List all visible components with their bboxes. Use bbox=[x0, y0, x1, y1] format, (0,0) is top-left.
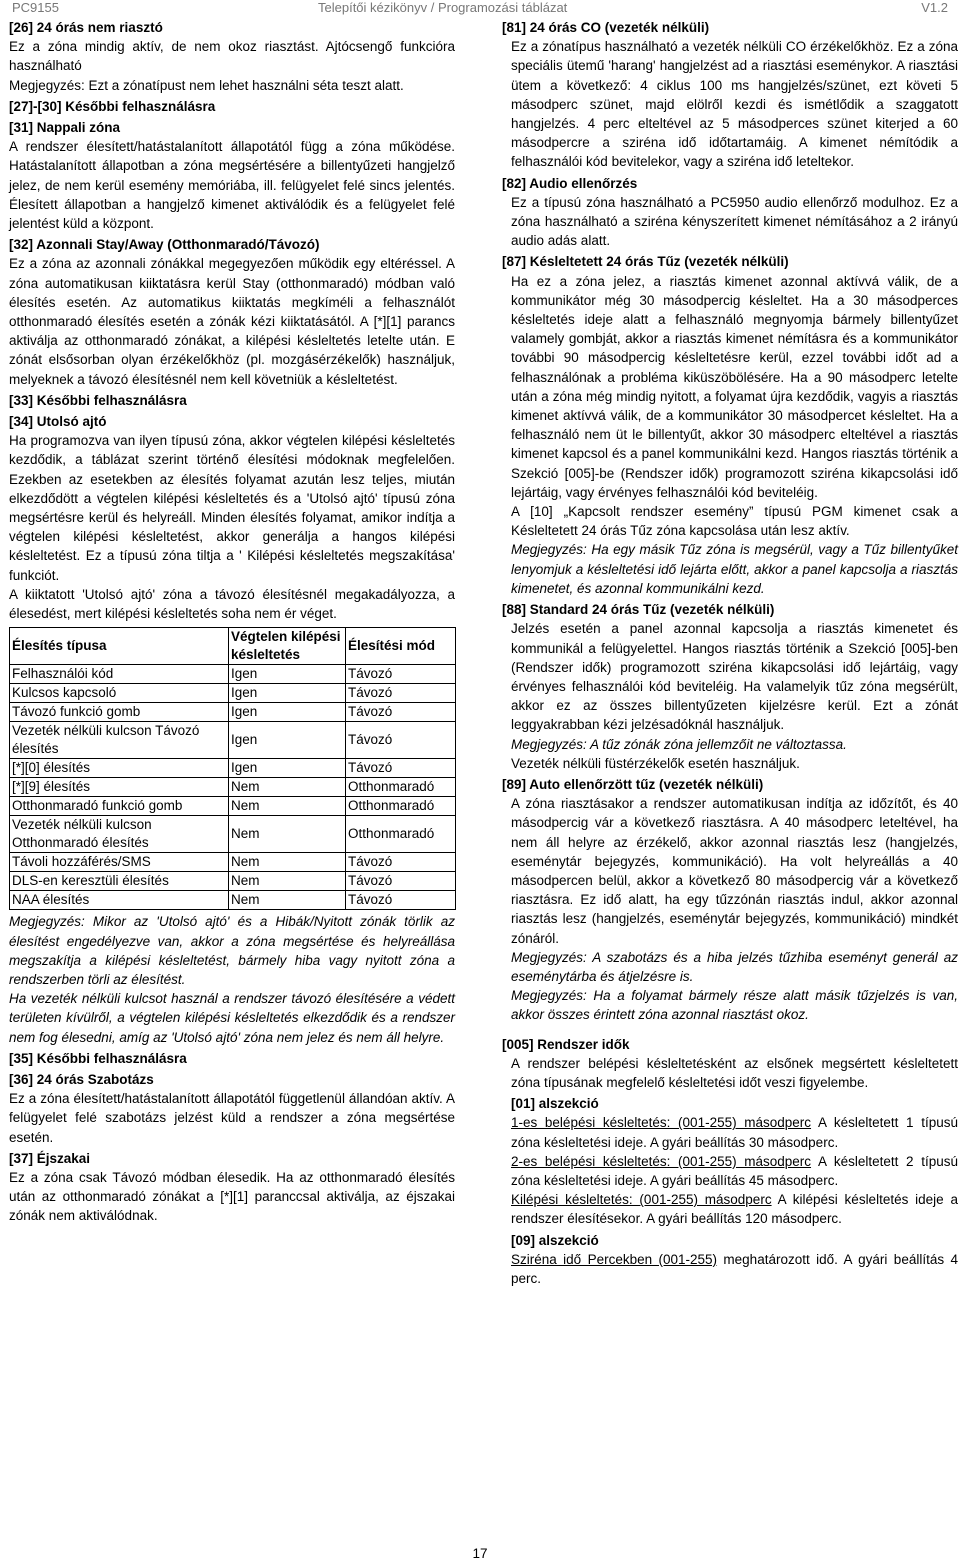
item-label: Kilépési késleltetés: (001-255) másodperc bbox=[511, 1192, 772, 1208]
table-row bbox=[10, 816, 456, 853]
header-version: V1.2 bbox=[921, 0, 948, 15]
paragraph: Ez a zónatípus használható a vezeték nélküli CO érzékelőkhöz. Ez a zóna speciális ütemű 'harang' hangjelzést ad a riasztási eseménykor. A riasztási ütem a következő: 4 ciklus 100 ms hangjelzés/szünet, ezt követi 5 másodperc szünet, majd elölről kezdi és ismétlődik a szaggatott hangjelzés. 4 perc elteltével az 5 másodperces szünet kiterjed a 60 másodpercre a sziréna idő időtartamáig. A kimenet némítódik a felhasználói kód bevitelekor, vagy a sziréna idő leteltekor. bbox=[511, 39, 958, 170]
section-89 bbox=[502, 775, 958, 1025]
table-cell: Nem bbox=[229, 853, 346, 872]
item-label: 1-es belépési késleltetés: (001-255) másodperc bbox=[511, 1115, 812, 1131]
paragraph: Ha ez a zóna jelez, a riasztás kimenet azonnal aktívvá válik, de a kommunikátor még 30 másodpercig késleltet. Ha a 30 másodperces késleltetés ideje alatt a felhasználó megnyomja bármely billentyűzet valamely gombját, akkor a riasztás kimenet némításra és a kommunikátor további 90 másodpercig késleltetésre kerül, ezzel további időt ad a felhasználónak a probléma kiküszöbölésére. Ha a 90 másodperc letelte után a zóna még mindig nyitott, a folyamat újra kezdődik, vagyis a riasztás kimenet aktívvá válik, de a kommunikátor 30 másodpercet késleltet. Ha a felhasználó nem üt le billentyűt, akkor 30 másodperc elteltével a riasztás kimenet kapcsol és a panel kommunikálni kezd. Hangos riasztás történik a Szekció [005]-be (Rendszer idők) programozott sziréna kikapcsolási idő lejártáig, vagy érvényes felhasználói kód beviteléig. bbox=[511, 273, 958, 500]
section-81 bbox=[502, 18, 958, 172]
paragraph: Ez a zóna mindig aktív, de nem okoz riasztást. Ajtócsengő funkcióra használható bbox=[9, 39, 455, 74]
arming-table bbox=[9, 627, 456, 910]
paragraph: A zóna riasztásakor a rendszer automatikusan indítja az időzítőt, és 40 másodpercig vár a következő riasztásra. A 40 másodperc leteltével, ha nem áll helyre az érzékelő, akkor azonnal riasztás lesz (hangjelzés, eseménytár bejegyzés, kommunikáció). Ha volt helyreállás a 40 másodpercen belül, akkor a következő 80 másodpercig vár a következő riasztásra. Ez idő alatt, ha egy tűzzónán riasztás indul, akkor azonnal riasztás lesz (hangjelzés, eseménytár bejegyzés, kommunikáció) mindkét zónáról. bbox=[511, 796, 958, 946]
section-title: [81] 24 órás CO (vezeték nélküli) bbox=[502, 20, 710, 35]
table-row bbox=[10, 684, 456, 703]
list-item bbox=[502, 1250, 958, 1288]
section-title: [33] Későbbi felhasználásra bbox=[9, 392, 187, 408]
section-36 bbox=[9, 1070, 455, 1147]
item-text: A késleltetett 1 típusú zóna késleltetési ideje. A gyári beállítás 30 másodperc. bbox=[511, 1115, 958, 1150]
subsection-01 bbox=[502, 1094, 958, 1228]
table-cell: Nem bbox=[229, 872, 346, 891]
table-cell: Igen bbox=[229, 759, 346, 778]
section-title: [37] Éjszakai bbox=[9, 1150, 91, 1166]
section-34 bbox=[9, 412, 455, 1047]
item-text: A kilépési késleltetés ideje a rendszer élesítésekor. A gyári beállítás 120 másodperc. bbox=[511, 1192, 958, 1227]
section-title: [005] Rendszer idők bbox=[502, 1036, 630, 1052]
table-row bbox=[10, 703, 456, 722]
section-82 bbox=[502, 174, 958, 251]
table-cell: Nem bbox=[229, 797, 346, 816]
section-title: [31] Nappali zóna bbox=[9, 120, 121, 136]
note: Megjegyzés: Ezt a zónatípust nem lehet használni séta teszt alatt. bbox=[9, 77, 404, 93]
paragraph: Jelzés esetén a panel azonnal kapcsolja a riasztás kimenetet és kommunikál a felügyelettel. Hangos riasztás történik a Szekció [005]-ben (Rendszer idők) programozott sziréna kikapcsolási idő lejártáig, vagy érvényes felhasználói kód beviteléig. Ha valamelyik tűz zóna megsérült, akkor ez az összes billentyűzeten kijelzésre kerül. Ezt a zónát leggyakrabban kézi jelzésadóknál használjuk. bbox=[511, 621, 958, 733]
table-row bbox=[10, 872, 456, 891]
paragraph: Ha programozva van ilyen típusú zóna, akkor végtelen kilépési késleltetés kezdődik, a táblázat szerint történő élesítési módoknak megfelelően. Ezekben az esetekben az élesítés folyamat azután lesz teljes, miután elkezdődött a végtelen kilépési késleltetés és a 'Utolsó ajtó' típusú zóna megsértésre kerül és helyreáll. Minden élesítés folyamat, amikor indítja a végtelen kilépési késleltetést, akkor generálja a hangos kilépési késleltetést. Ez a típusú zóna tiltja a ' Kilépési késleltetés megszakítása' funkciót. bbox=[9, 433, 455, 583]
table-cell: Felhasználói kód bbox=[10, 665, 229, 684]
column-header: Élesítési mód bbox=[346, 628, 456, 665]
table-row bbox=[10, 891, 456, 910]
right-column bbox=[502, 18, 958, 1290]
table-cell: Otthonmaradó bbox=[346, 816, 456, 853]
list-item bbox=[502, 1152, 958, 1190]
section-title: [36] 24 órás Szabotázs bbox=[9, 1071, 154, 1087]
section-title: [32] Azonnali Stay/Away (Otthonmaradó/Távozó) bbox=[9, 237, 320, 253]
table-cell: Nem bbox=[229, 778, 346, 797]
note: Megjegyzés: Ha a folyamat bármely része alatt másik tűzjelzés is van, akkor összes érintett zóna azonnal riasztást okoz. bbox=[511, 988, 958, 1023]
list-item bbox=[502, 1190, 958, 1228]
table-cell: Nem bbox=[229, 816, 346, 853]
item-text: meghatározott idő. A gyári beállítás 4 perc. bbox=[511, 1251, 958, 1286]
paragraph: A rendszer belépési késleltetésként az elsőnek megsértett késleltetett zóna típusának megfelelő késleltetési időt veszi figyelembe. bbox=[511, 1055, 958, 1090]
paragraph: Ez a zóna élesített/hatástalanított állapotától függetlenül állandóan aktív. A felügyelet felé szabotázs jelzést küld a rendszer a zóna megsértése esetén. bbox=[9, 1091, 455, 1145]
section-26 bbox=[9, 18, 455, 95]
note: Megjegyzés: A szabotázs és a hiba jelzés tűzhiba eseményt generál az eseménytárba és átjelzésre is. bbox=[511, 949, 958, 984]
paragraph: Ez a zóna csak Távozó módban élesedik. Ha az otthonmaradó élesítés után az otthonmaradó zónákat a [*][1] paranccsal aktiválja, az éjszakai zónák nem aktiválódnak. bbox=[9, 1169, 455, 1224]
table-cell: Igen bbox=[229, 684, 346, 703]
table-cell: [*][0] élesítés bbox=[10, 759, 229, 778]
section-title: [87] Késleltetett 24 órás Tűz (vezeték nélküli) bbox=[502, 254, 789, 270]
table-cell: Távozó bbox=[346, 703, 456, 722]
section-31 bbox=[9, 118, 455, 233]
section-title: [27]-[30] Későbbi felhasználásra bbox=[9, 98, 216, 114]
subsection-09 bbox=[502, 1231, 958, 1289]
note: Megjegyzés: A tűz zónák zóna jellemzőit ne változtassa. bbox=[511, 736, 847, 752]
note: Megjegyzés: Mikor az 'Utolsó ajtó' és a Hibák/Nyitott zónák törlik az élesítést engedélyezve van, akkor a zóna megsértése és helyreállása megszakítja a kilépési késleltetést, bármely hiba vagy nyitott zóna a rendszerben törli az élesítést. bbox=[9, 914, 455, 987]
section-title: [01] alszekció bbox=[511, 1096, 599, 1112]
section-title: [26] 24 órás nem riasztó bbox=[9, 20, 163, 35]
section-title: [09] alszekció bbox=[511, 1232, 599, 1248]
paragraph: Ez a zóna az azonnali zónákkal megegyezően működik egy eltéréssel. A zóna automatikusan kiiktatásra kerül Stay (otthonmaradó) módban való élesítés esetén. Az automatikus kiiktatás megkíméli a felhasználót otthonmaradó élesítés esetén a zónák kézi kiiktatásától. A [*][1] parancs aktiválja az otthonmaradó zónákat, a kilépési késleltetés letelte után. E zónát elsősorban olyan érzékelőkhöz (pl. mozgásérzékelők) használjuk, melyeknek a távozó élesítésnél nem kell követniük a késleltetést. bbox=[9, 256, 455, 387]
table-header-row bbox=[10, 628, 456, 665]
table-row bbox=[10, 722, 456, 759]
table-cell: Távozó bbox=[346, 853, 456, 872]
column-header: Végtelen kilépési késleltetés bbox=[229, 628, 346, 665]
section-title: [82] Audio ellenőrzés bbox=[502, 175, 638, 191]
table-cell: Otthonmaradó bbox=[346, 797, 456, 816]
table-cell: Vezeték nélküli kulcson Távozó élesítés bbox=[10, 722, 229, 759]
column-header: Élesítés típusa bbox=[10, 628, 229, 665]
table-cell: Igen bbox=[229, 722, 346, 759]
table-cell: Nem bbox=[229, 891, 346, 910]
section-title: [88] Standard 24 órás Tűz (vezeték nélküli) bbox=[502, 602, 775, 618]
table-cell: Távozó bbox=[346, 891, 456, 910]
table-cell: Távozó bbox=[346, 759, 456, 778]
section-title: [89] Auto ellenőrzött tűz (vezeték nélküli) bbox=[502, 776, 764, 792]
table-row bbox=[10, 759, 456, 778]
section-32 bbox=[9, 235, 455, 389]
table-row bbox=[10, 778, 456, 797]
paragraph: Vezeték nélküli füstérzékelők esetén használjuk. bbox=[511, 755, 800, 771]
table-cell: Vezeték nélküli kulcson Otthonmaradó élesítés bbox=[10, 816, 229, 853]
page-number: 17 bbox=[472, 1546, 488, 1561]
paragraph: Ez a típusú zóna használható a PC5950 audio ellenőrző modulhoz. Ez a zóna használható a sziréna kényszerített kimenet némításához a 2 irányú audio adás alatt. bbox=[511, 194, 958, 249]
section-37 bbox=[9, 1149, 455, 1226]
table-cell: Távozó funkció gomb bbox=[10, 703, 229, 722]
left-column bbox=[9, 18, 455, 1228]
table-row bbox=[10, 853, 456, 872]
section-88 bbox=[502, 600, 958, 773]
table-cell: Kulcsos kapcsoló bbox=[10, 684, 229, 703]
table-cell: Távozó bbox=[346, 665, 456, 684]
table-cell: Távozó bbox=[346, 684, 456, 703]
section-27-30 bbox=[9, 97, 455, 116]
table-cell: Igen bbox=[229, 703, 346, 722]
paragraph: A [10] „Kapcsolt rendszer esemény” típusú PGM kimenet csak a Késleltetett 24 órás Tűz zóna kapcsolása után lesz aktív. bbox=[511, 504, 958, 539]
item-label: 2-es belépési késleltetés: (001-255) másodperc bbox=[511, 1153, 812, 1169]
table-cell: Távoli hozzáférés/SMS bbox=[10, 853, 229, 872]
header-title: Telepítői kézikönyv / Programozási táblázat bbox=[318, 0, 568, 15]
section-title: [35] Későbbi felhasználásra bbox=[9, 1050, 187, 1066]
header-model: PC9155 bbox=[12, 0, 59, 15]
item-label: Sziréna idő Percekben (001-255) bbox=[511, 1251, 718, 1267]
section-title: [34] Utolsó ajtó bbox=[9, 414, 107, 430]
table-cell: [*][9] élesítés bbox=[10, 778, 229, 797]
table-cell: Otthonmaradó funkció gomb bbox=[10, 797, 229, 816]
table-cell: DLS-en keresztüli élesítés bbox=[10, 872, 229, 891]
paragraph: A rendszer élesített/hatástalanított állapotától függ a zóna működése. Hatástalanított állapotban a zóna megsértésére a billentyűzeti hangjelző jelez, de nem kerül esemény memóriába, ill. felügyelet felé sincs jelentés. Élesített állapotban a hangjelző kimenet aktiválódik és a felügyelet felé jelentést küld a központ. bbox=[9, 139, 455, 232]
paragraph: A kiiktatott 'Utolsó ajtó' zóna a távozó élesítésnél megakadályozza, a élesedést, mert kilépési késleltetés soha nem ér véget. bbox=[9, 586, 455, 622]
item-text: A késleltetett 2 típusú zóna késleltetési ideje. A gyári beállítás 45 másodperc. bbox=[511, 1153, 958, 1188]
table-cell: NAA élesítés bbox=[10, 891, 229, 910]
section-35 bbox=[9, 1049, 455, 1068]
section-33 bbox=[9, 391, 455, 410]
table-cell: Távozó bbox=[346, 872, 456, 891]
section-87 bbox=[502, 252, 958, 598]
note: Megjegyzés: Ha egy másik Tűz zóna is megsérül, vagy a Tűz billentyűket lenyomjuk a késleltetési idő lejárta előtt, akkor a panel kapcsolja a riasztás kimenetet, és azonnal kommunikálni kezd. bbox=[511, 542, 958, 596]
table-row bbox=[10, 665, 456, 684]
list-item bbox=[502, 1113, 958, 1151]
note: Ha vezeték nélküli kulcsot használ a rendszer távozó élesítésére a védett területen kívülről, a végtelen kilépési késleltetés elkezdődik és a rendszer nem fog élesedni, amíg az 'Utolsó ajtó' zóna nem jelez és nem áll helyre. bbox=[9, 991, 455, 1045]
table-cell: Otthonmaradó bbox=[346, 778, 456, 797]
section-005 bbox=[502, 1035, 958, 1093]
table-cell: Távozó bbox=[346, 722, 456, 759]
table-cell: Igen bbox=[229, 665, 346, 684]
table-row bbox=[10, 797, 456, 816]
page-header bbox=[12, 0, 948, 16]
